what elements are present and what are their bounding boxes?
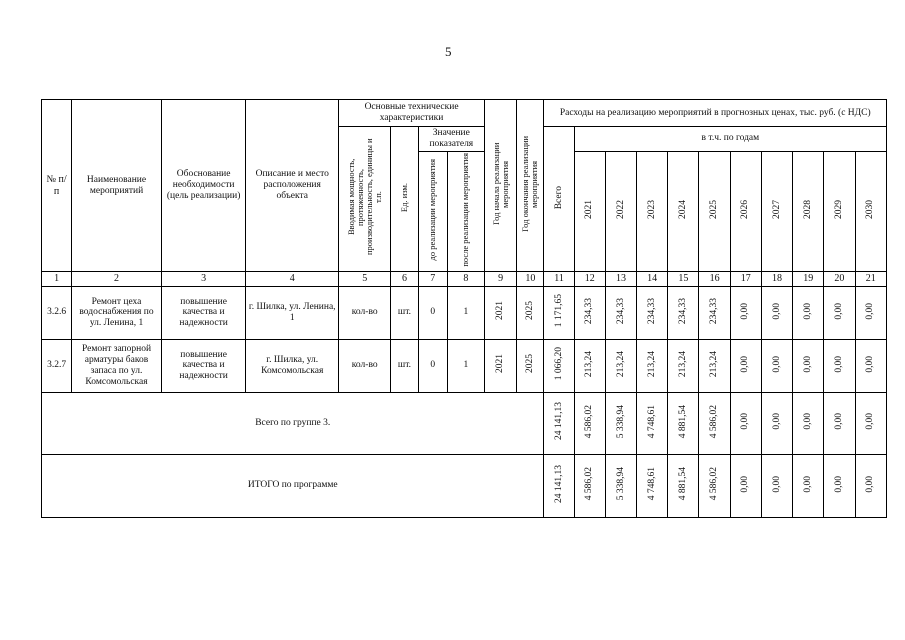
header-num: № п/п [42, 100, 72, 272]
program-year-value [574, 454, 605, 517]
column-number: 17 [730, 272, 761, 287]
column-number: 13 [605, 272, 636, 287]
row-year-value [605, 286, 636, 339]
year-value: 0,00 [865, 302, 876, 320]
year-label: 2024 [677, 200, 688, 220]
year-value: 0,00 [771, 475, 782, 493]
row-year-value [605, 339, 636, 392]
year-label: 2021 [584, 200, 595, 220]
header-year-end [517, 100, 544, 272]
year-label: 2027 [771, 200, 782, 220]
row-end-text: 2025 [524, 354, 535, 374]
row-total-text: 1 066,20 [553, 347, 564, 381]
row-year-value [824, 339, 855, 392]
year-value: 234,33 [709, 297, 720, 325]
row-name: Ремонт запорной арматуры баков запаса по ул. Комсомольская [72, 339, 162, 392]
row-reason: повышение качества и надежности [161, 286, 246, 339]
year-value: 0,00 [865, 475, 876, 493]
row-after: 1 [447, 286, 484, 339]
year-value: 213,24 [646, 350, 657, 378]
year-value: 0,00 [802, 302, 813, 320]
header-year-2022 [605, 151, 636, 272]
year-label: 2025 [709, 200, 720, 220]
group-year-value [668, 392, 699, 454]
row-before: 0 [418, 286, 447, 339]
row-year-value [824, 286, 855, 339]
column-number: 11 [544, 272, 574, 287]
header-costs-group: Расходы на реализацию мероприятий в прогнозных ценах, тыс. руб. (с НДС) [544, 100, 887, 127]
column-number: 5 [339, 272, 391, 287]
year-label: 2029 [833, 200, 844, 220]
group-year-value [574, 392, 605, 454]
year-value: 0,00 [740, 302, 751, 320]
program-year-value [699, 454, 730, 517]
header-value-group: Значение показателя [418, 127, 484, 152]
group-year-value [761, 392, 792, 454]
row-start-text: 2021 [495, 354, 506, 374]
row-year-value [855, 339, 887, 392]
column-number: 12 [574, 272, 605, 287]
row-unit: шт. [391, 286, 418, 339]
row-num: 3.2.6 [42, 286, 72, 339]
header-year-start-text: Год начала реализации мероприятия [490, 142, 510, 225]
header-total [544, 127, 574, 272]
row-year-value [793, 286, 824, 339]
column-number: 2 [72, 272, 162, 287]
row-reason: повышение качества и надежности [161, 339, 246, 392]
program-year-value [793, 454, 824, 517]
program-table [41, 99, 887, 518]
column-number: 18 [761, 272, 792, 287]
header-before-text: до реализации мероприятия [427, 158, 438, 261]
column-number: 10 [517, 272, 544, 287]
column-number: 9 [485, 272, 517, 287]
year-value: 0,00 [833, 302, 844, 320]
header-by-years: в т.ч. по годам [574, 127, 886, 152]
year-label: 2026 [740, 200, 751, 220]
header-unit [391, 127, 418, 272]
group-year-value [730, 392, 761, 454]
group-year-value [824, 392, 855, 454]
header-after [447, 151, 484, 272]
header-location: Описание и место расположения объекта [246, 100, 339, 272]
year-value: 234,33 [615, 297, 626, 325]
column-number: 21 [855, 272, 887, 287]
year-value: 0,00 [865, 413, 876, 430]
header-year-2028 [793, 151, 824, 272]
year-value: 4 586,02 [584, 404, 595, 439]
header-total-text: Всего [553, 185, 564, 209]
year-value: 0,00 [740, 413, 751, 430]
year-value: 0,00 [833, 413, 844, 430]
column-number: 4 [246, 272, 339, 287]
column-number: 7 [418, 272, 447, 287]
group-year-value [699, 392, 730, 454]
group-total-sum-text: 24 141,13 [553, 402, 564, 441]
year-value: 0,00 [802, 475, 813, 493]
header-reason: Обоснование необходимости (цель реализации) [161, 100, 246, 272]
year-value: 0,00 [865, 355, 876, 373]
row-year-value [730, 286, 761, 339]
year-value: 4 748,61 [646, 404, 657, 439]
group-year-value [605, 392, 636, 454]
row-year-value [668, 339, 699, 392]
row-year-value [637, 286, 668, 339]
year-label: 2022 [615, 200, 626, 220]
header-year-2023 [637, 151, 668, 272]
year-value: 0,00 [802, 413, 813, 430]
year-value: 0,00 [771, 413, 782, 430]
column-number: 20 [824, 272, 855, 287]
page-number: 5 [445, 44, 452, 59]
year-value: 4 586,02 [584, 467, 595, 501]
row-year-value [637, 339, 668, 392]
year-value: 213,24 [677, 350, 688, 378]
year-value: 4 586,02 [709, 404, 720, 439]
row-before: 0 [418, 339, 447, 392]
year-value: 213,24 [615, 350, 626, 378]
program-year-value [605, 454, 636, 517]
program-total-sum [544, 454, 574, 517]
row-year-value [730, 339, 761, 392]
year-value: 0,00 [771, 302, 782, 320]
row-start-text: 2021 [495, 301, 506, 321]
column-number: 15 [668, 272, 699, 287]
column-number: 19 [793, 272, 824, 287]
row-name: Ремонт цеха водоснабжения по ул. Ленина, 1 [72, 286, 162, 339]
row-start [485, 286, 517, 339]
header-year-2024 [668, 151, 699, 272]
year-label: 2023 [646, 200, 657, 220]
year-label: 2028 [802, 200, 813, 220]
program-year-value [855, 454, 887, 517]
row-total-text: 1 171,65 [553, 294, 564, 328]
program-year-value [668, 454, 699, 517]
row-year-value [761, 286, 792, 339]
row-start [485, 339, 517, 392]
group-total-label: Всего по группе 3. [42, 392, 544, 454]
header-year-end-text: Год окончания реализации мероприятия [520, 135, 540, 232]
year-value: 5 338,94 [615, 467, 626, 501]
year-value: 4 881,54 [677, 404, 688, 439]
header-capacity [339, 127, 391, 272]
header-year-start [485, 100, 517, 272]
row-end [517, 339, 544, 392]
group-year-value [855, 392, 887, 454]
row-end-text: 2025 [524, 301, 535, 321]
year-value: 234,33 [584, 297, 595, 325]
header-year-2030 [855, 151, 887, 272]
header-before [418, 151, 447, 272]
row-year-value [793, 339, 824, 392]
row-year-value [699, 286, 730, 339]
row-after: 1 [447, 339, 484, 392]
row-capacity: кол-во [339, 339, 391, 392]
row-year-value [574, 339, 605, 392]
row-year-value [668, 286, 699, 339]
row-total [544, 286, 574, 339]
header-capacity-text: Вводимая мощность, протяженность, производительность, единицы и т.п. [345, 138, 383, 256]
year-value: 0,00 [802, 355, 813, 373]
year-value: 4 586,02 [709, 467, 720, 501]
year-value: 0,00 [740, 355, 751, 373]
table-row [42, 339, 887, 392]
header-name: Наименование мероприятий [72, 100, 162, 272]
year-value: 213,24 [584, 350, 595, 378]
group-total-row [42, 392, 887, 454]
row-year-value [761, 339, 792, 392]
header-tech-group: Основные технические характеристики [339, 100, 485, 127]
year-value: 234,33 [646, 297, 657, 325]
row-year-value [855, 286, 887, 339]
year-value: 0,00 [833, 475, 844, 493]
year-value: 0,00 [771, 355, 782, 373]
row-total [544, 339, 574, 392]
header-year-2026 [730, 151, 761, 272]
row-year-value [574, 286, 605, 339]
year-value: 4 748,61 [646, 467, 657, 501]
row-capacity: кол-во [339, 286, 391, 339]
header-year-2025 [699, 151, 730, 272]
program-total-row [42, 454, 887, 517]
group-year-value [793, 392, 824, 454]
year-value: 0,00 [740, 475, 751, 493]
group-year-value [637, 392, 668, 454]
column-number: 16 [699, 272, 730, 287]
column-number: 14 [637, 272, 668, 287]
column-numbers-row [42, 272, 887, 287]
row-unit: шт. [391, 339, 418, 392]
header-after-text: после реализации мероприятия [460, 152, 471, 267]
row-end [517, 286, 544, 339]
column-number: 6 [391, 272, 418, 287]
year-value: 5 338,94 [615, 404, 626, 439]
program-year-value [637, 454, 668, 517]
program-year-value [761, 454, 792, 517]
column-number: 8 [447, 272, 484, 287]
column-number: 1 [42, 272, 72, 287]
year-label: 2030 [865, 200, 876, 220]
row-location: г. Шилка, ул. Ленина, 1 [246, 286, 339, 339]
header-year-2027 [761, 151, 792, 272]
header-unit-text: Ед. изм. [399, 182, 410, 212]
year-value: 0,00 [833, 355, 844, 373]
program-year-value [824, 454, 855, 517]
row-num: 3.2.7 [42, 339, 72, 392]
header-year-2029 [824, 151, 855, 272]
column-number: 3 [161, 272, 246, 287]
year-value: 234,33 [677, 297, 688, 325]
header-year-2021 [574, 151, 605, 272]
program-total-label: ИТОГО по программе [42, 454, 544, 517]
year-value: 4 881,54 [677, 467, 688, 501]
program-year-value [730, 454, 761, 517]
program-total-sum-text: 24 141,13 [553, 464, 564, 503]
group-total-sum [544, 392, 574, 454]
table-row [42, 286, 887, 339]
row-location: г. Шилка, ул. Комсомольская [246, 339, 339, 392]
row-year-value [699, 339, 730, 392]
year-value: 213,24 [709, 350, 720, 378]
